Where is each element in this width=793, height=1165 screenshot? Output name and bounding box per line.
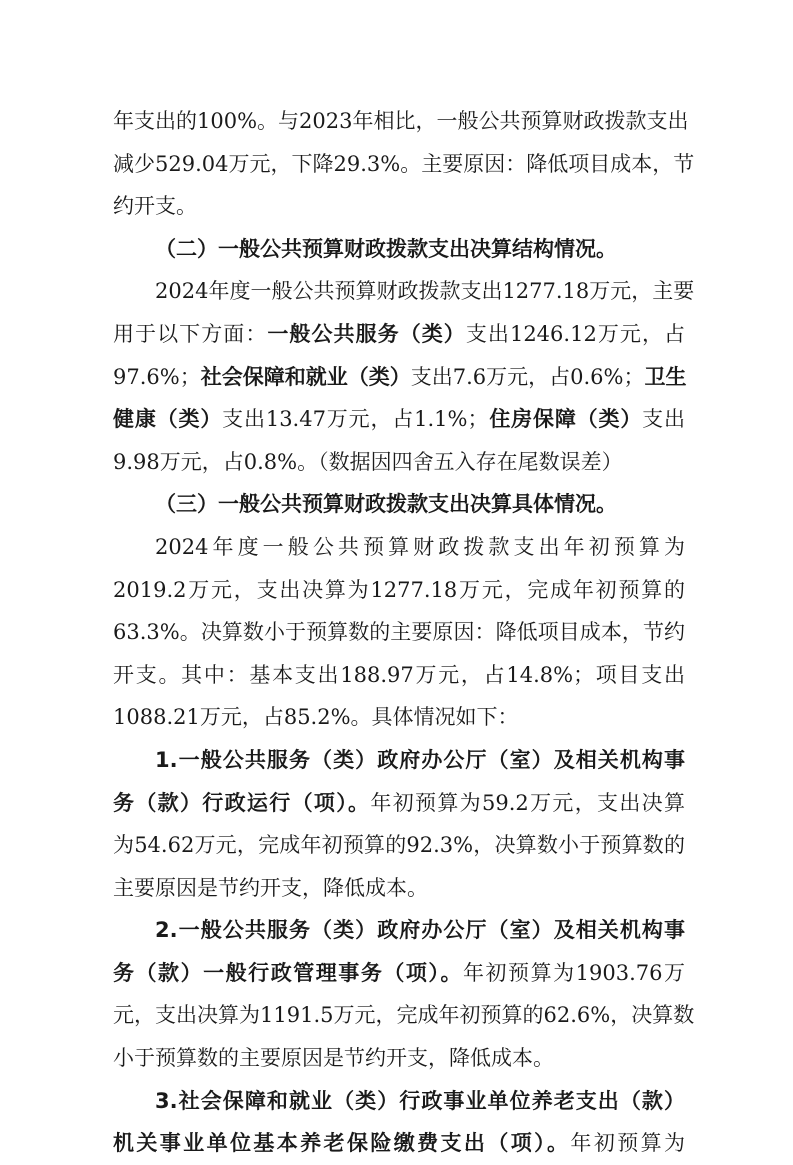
paragraph-line: 2019.2万元，支出决算为1277.18万元，完成年初预算的 <box>113 577 685 602</box>
item-1-heading: 1.一般公共服务（类）政府办公厅（室）及相关机构事 <box>155 747 685 772</box>
text-run: 年初预算为 <box>570 1131 686 1156</box>
category-general-public-services: 一般公共服务（类） <box>267 321 466 346</box>
text-run: 支出13.47万元，占1.1%； <box>222 407 489 432</box>
text-run: 用于以下方面： <box>113 321 268 346</box>
paragraph-line: 9.98万元，占0.8%。（数据因四舍五入存在尾数误差） <box>113 449 623 474</box>
item-1-heading: 务（款）行政运行（项）。 <box>113 790 371 815</box>
text-run: 年初预算为59.2万元，支出决算 <box>370 790 685 815</box>
paragraph-line: 1088.21万元，占85.2%。具体情况如下： <box>113 705 519 730</box>
paragraph-line <box>113 398 685 441</box>
paragraph-line <box>113 1122 685 1165</box>
paragraph-line: 为54.62万元，完成年初预算的92.3%，决算数小于预算数的 <box>113 833 685 858</box>
section-heading-3: （三）一般公共预算财政拨款支出决算具体情况。 <box>155 492 617 517</box>
document-page <box>113 100 695 1165</box>
category-health: 卫生 <box>644 364 687 389</box>
paragraph-line: 2024年度一般公共预算财政拨款支出1277.18万元，主要 <box>155 279 695 304</box>
text-run: 支出7.6万元，占0.6%； <box>410 364 645 389</box>
paragraph-line: 元，支出决算为1191.5万元，完成年初预算的62.6%，决算数 <box>113 1003 695 1028</box>
text-run: 支出1246.12万元，占 <box>465 321 686 346</box>
item-2-heading: 务（款）一般行政管理事务（项）。 <box>113 960 463 985</box>
paragraph-line <box>113 356 685 399</box>
category-health: 健康（类） <box>113 407 223 432</box>
paragraph-line <box>113 782 685 825</box>
text-run: 年初预算为1903.76万 <box>462 960 686 985</box>
paragraph-line: 2024年度一般公共预算财政拨款支出年初预算为 <box>155 534 685 559</box>
category-social-security: 社会保障和就业（类） <box>200 364 411 389</box>
item-2-title <box>113 909 685 952</box>
paragraph-line: 小于预算数的主要原因是节约开支，降低成本。 <box>113 1046 554 1071</box>
item-2-heading: 2.一般公共服务（类）政府办公厅（室）及相关机构事 <box>155 918 685 943</box>
paragraph-line <box>113 313 685 356</box>
section-heading-2: （二）一般公共预算财政拨款支出决算结构情况。 <box>155 236 617 261</box>
paragraph-line: 开支。其中：基本支出188.97万元，占14.8%；项目支出 <box>113 662 685 687</box>
paragraph-line <box>113 952 685 995</box>
category-housing: 住房保障（类） <box>488 407 643 432</box>
item-1-title <box>113 739 685 782</box>
item-3-heading: 3.社会保障和就业（类）行政事业单位养老支出（款） <box>155 1088 685 1113</box>
paragraph-line: 主要原因是节约开支，降低成本。 <box>113 875 428 900</box>
text-run: 97.6%； <box>113 364 201 389</box>
paragraph-line: 63.3%。决算数小于预算数的主要原因：降低项目成本，节约 <box>113 620 685 645</box>
paragraph-line: 年支出的100%。与2023年相比，一般公共预算财政拨款支出 <box>113 109 689 133</box>
item-3-title <box>113 1080 685 1123</box>
paragraph-line: 约开支。 <box>113 194 197 219</box>
paragraph-line: 减少529.04万元，下降29.3%。主要原因：降低项目成本，节 <box>113 151 695 176</box>
text-run: 支出 <box>642 407 686 432</box>
item-3-heading: 机关事业单位基本养老保险缴费支出（项）。 <box>113 1131 571 1156</box>
